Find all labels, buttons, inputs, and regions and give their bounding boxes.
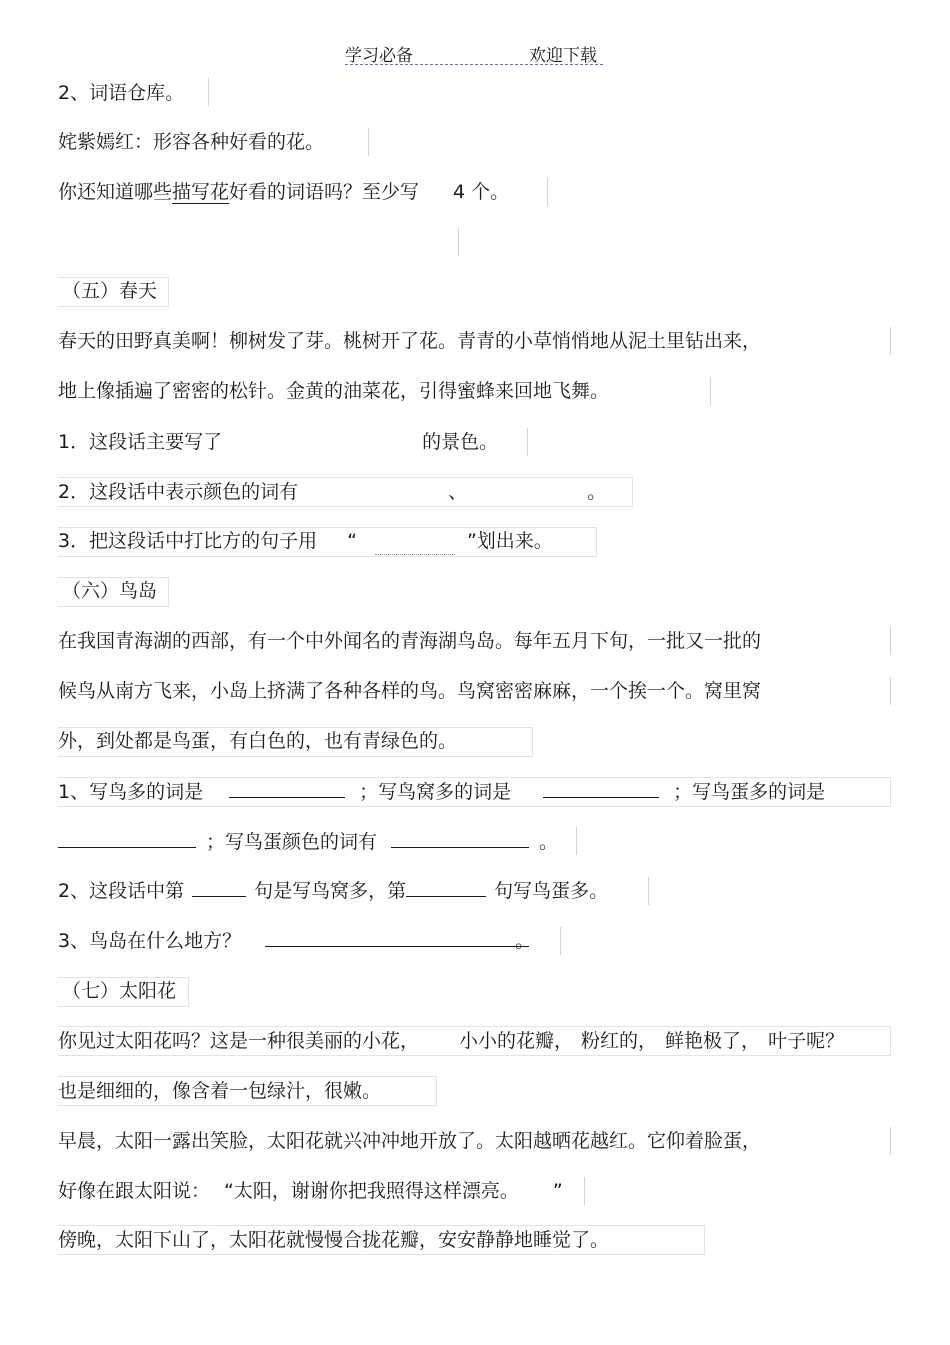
s6-para-2: 候鸟从南方飞来，小岛上挤满了各种各样的鸟。鸟窝密密麻麻，一个挨一个。窝里窝 bbox=[58, 680, 762, 702]
divider bbox=[890, 677, 891, 705]
s7-para-3: 早晨，太阳一露出笑脸，太阳花就兴冲冲地开放了。太阳越晒花越红。它仰着脸蛋， bbox=[58, 1130, 762, 1152]
s5-q1-text: 1．这段话主要写了 bbox=[58, 431, 223, 453]
s7-p4-b: “太阳，谢谢你把我照得这样漂亮。 bbox=[224, 1180, 519, 1202]
s6-q2 bbox=[58, 878, 608, 904]
s4-q-post: 好看的词语吗？至少写 bbox=[229, 181, 420, 203]
s7-para-5: 傍晚，太阳下山了，太阳花就慢慢合拢花瓣，安安静静地睡觉了。 bbox=[58, 1229, 610, 1251]
s6-q2-text-b: 句是写鸟窝多，第 bbox=[254, 880, 407, 902]
s4-question bbox=[58, 179, 509, 205]
s7-p1-b: 小小的花瓣， bbox=[459, 1030, 574, 1052]
s5-title: （五）春天 bbox=[62, 280, 158, 302]
s7-para-1 bbox=[58, 1028, 844, 1054]
s6-q2-text-a: 2、这段话中第 bbox=[58, 880, 185, 902]
wavy-underline bbox=[375, 550, 455, 555]
answer-blank[interactable] bbox=[391, 829, 529, 848]
answer-blank[interactable] bbox=[406, 878, 486, 897]
s6-q1-text-c: ；写鸟蛋多的词是 bbox=[673, 781, 826, 803]
s6-title: （六）鸟岛 bbox=[62, 580, 158, 602]
s6-q1-line1 bbox=[58, 779, 825, 805]
divider bbox=[890, 327, 891, 355]
s7-p1-c: 粉红的， bbox=[581, 1030, 658, 1052]
s4-example: 姹紫嫣红：形容各种好看的花。 bbox=[58, 131, 325, 153]
s5-q3-tail: ”划出来。 bbox=[466, 530, 553, 552]
header-right: 欢迎下载 bbox=[529, 46, 597, 66]
s5-q2-end: 。 bbox=[587, 481, 607, 503]
s7-p1-e: 叶子呢？ bbox=[768, 1030, 845, 1052]
s6-q3 bbox=[58, 928, 534, 954]
divider bbox=[368, 128, 369, 156]
divider bbox=[576, 827, 577, 855]
s5-q1 bbox=[58, 429, 498, 455]
s5-para-1: 春天的田野真美啊！柳树发了芽。桃树开了花。青青的小草悄悄地从泥土里钻出来， bbox=[58, 330, 762, 352]
s5-q3-quote-open: “ bbox=[347, 530, 357, 552]
answer-blank[interactable] bbox=[58, 829, 196, 848]
divider bbox=[527, 428, 528, 456]
divider bbox=[710, 377, 711, 405]
divider bbox=[890, 1127, 891, 1155]
s4-q-pre: 你还知道哪些 bbox=[58, 181, 173, 203]
divider bbox=[560, 927, 561, 955]
s6-q1-line2 bbox=[58, 829, 558, 855]
page-header bbox=[345, 40, 603, 65]
header-left: 学习必备 bbox=[345, 46, 413, 66]
s6-q2-text-c: 句写鸟蛋多。 bbox=[494, 880, 609, 902]
s7-para-4 bbox=[58, 1178, 563, 1204]
s6-q3-text: 3、鸟岛在什么地方？ bbox=[58, 930, 242, 952]
s7-p4-c: ” bbox=[552, 1180, 563, 1202]
answer-blank[interactable] bbox=[192, 878, 246, 897]
divider bbox=[890, 627, 891, 655]
s5-para-2: 地上像插遍了密密的松针。金黄的油菜花，引得蜜蜂来回地飞舞。 bbox=[58, 380, 610, 402]
divider bbox=[208, 78, 209, 106]
divider bbox=[547, 178, 548, 206]
s6-para-3: 外，到处都是鸟蛋，有白色的，也有青绿色的。 bbox=[58, 730, 458, 752]
s6-q1-text-e: 。 bbox=[539, 831, 559, 853]
s7-p1-a: 你见过太阳花吗？这是一种很美丽的小花， bbox=[58, 1030, 420, 1052]
s6-q1-text-a: 1、写鸟多的词是 bbox=[58, 781, 204, 803]
s4-q-mid: 描写花 bbox=[172, 181, 230, 203]
s5-q1-tail: 的景色。 bbox=[422, 431, 499, 453]
s5-q2-sep: 、 bbox=[448, 481, 468, 503]
s5-q3 bbox=[58, 528, 553, 554]
s7-p4-a: 好像在跟太阳说： bbox=[58, 1180, 211, 1202]
s6-para-1: 在我国青海湖的西部，有一个中外闻名的青海湖鸟岛。每年五月下旬，一批又一批的 bbox=[58, 630, 762, 652]
answer-blank[interactable] bbox=[265, 928, 529, 947]
s5-q2-text: 2．这段话中表示颜色的词有 bbox=[58, 481, 299, 503]
s4-q-num: 4 个。 bbox=[453, 181, 510, 203]
s5-q2 bbox=[58, 479, 606, 505]
s5-q3-text: 3．把这段话中打比方的句子用 bbox=[58, 530, 318, 552]
divider bbox=[458, 228, 459, 256]
answer-blank[interactable] bbox=[229, 779, 345, 798]
s7-para-2: 也是细细的，像含着一包绿汁，很嫩。 bbox=[58, 1080, 382, 1102]
s7-p1-d: 鲜艳极了， bbox=[665, 1030, 761, 1052]
s6-q1-text-b: ；写鸟窝多的词是 bbox=[359, 781, 512, 803]
s6-q3-end: 。 bbox=[515, 930, 535, 952]
s7-title: （七）太阳花 bbox=[62, 980, 177, 1002]
divider bbox=[584, 1177, 585, 1205]
s4-title: 2、词语仓库。 bbox=[58, 82, 185, 104]
answer-blank[interactable] bbox=[543, 779, 659, 798]
s6-q1-text-d: ；写鸟蛋颜色的词有 bbox=[206, 831, 378, 853]
divider bbox=[648, 877, 649, 905]
